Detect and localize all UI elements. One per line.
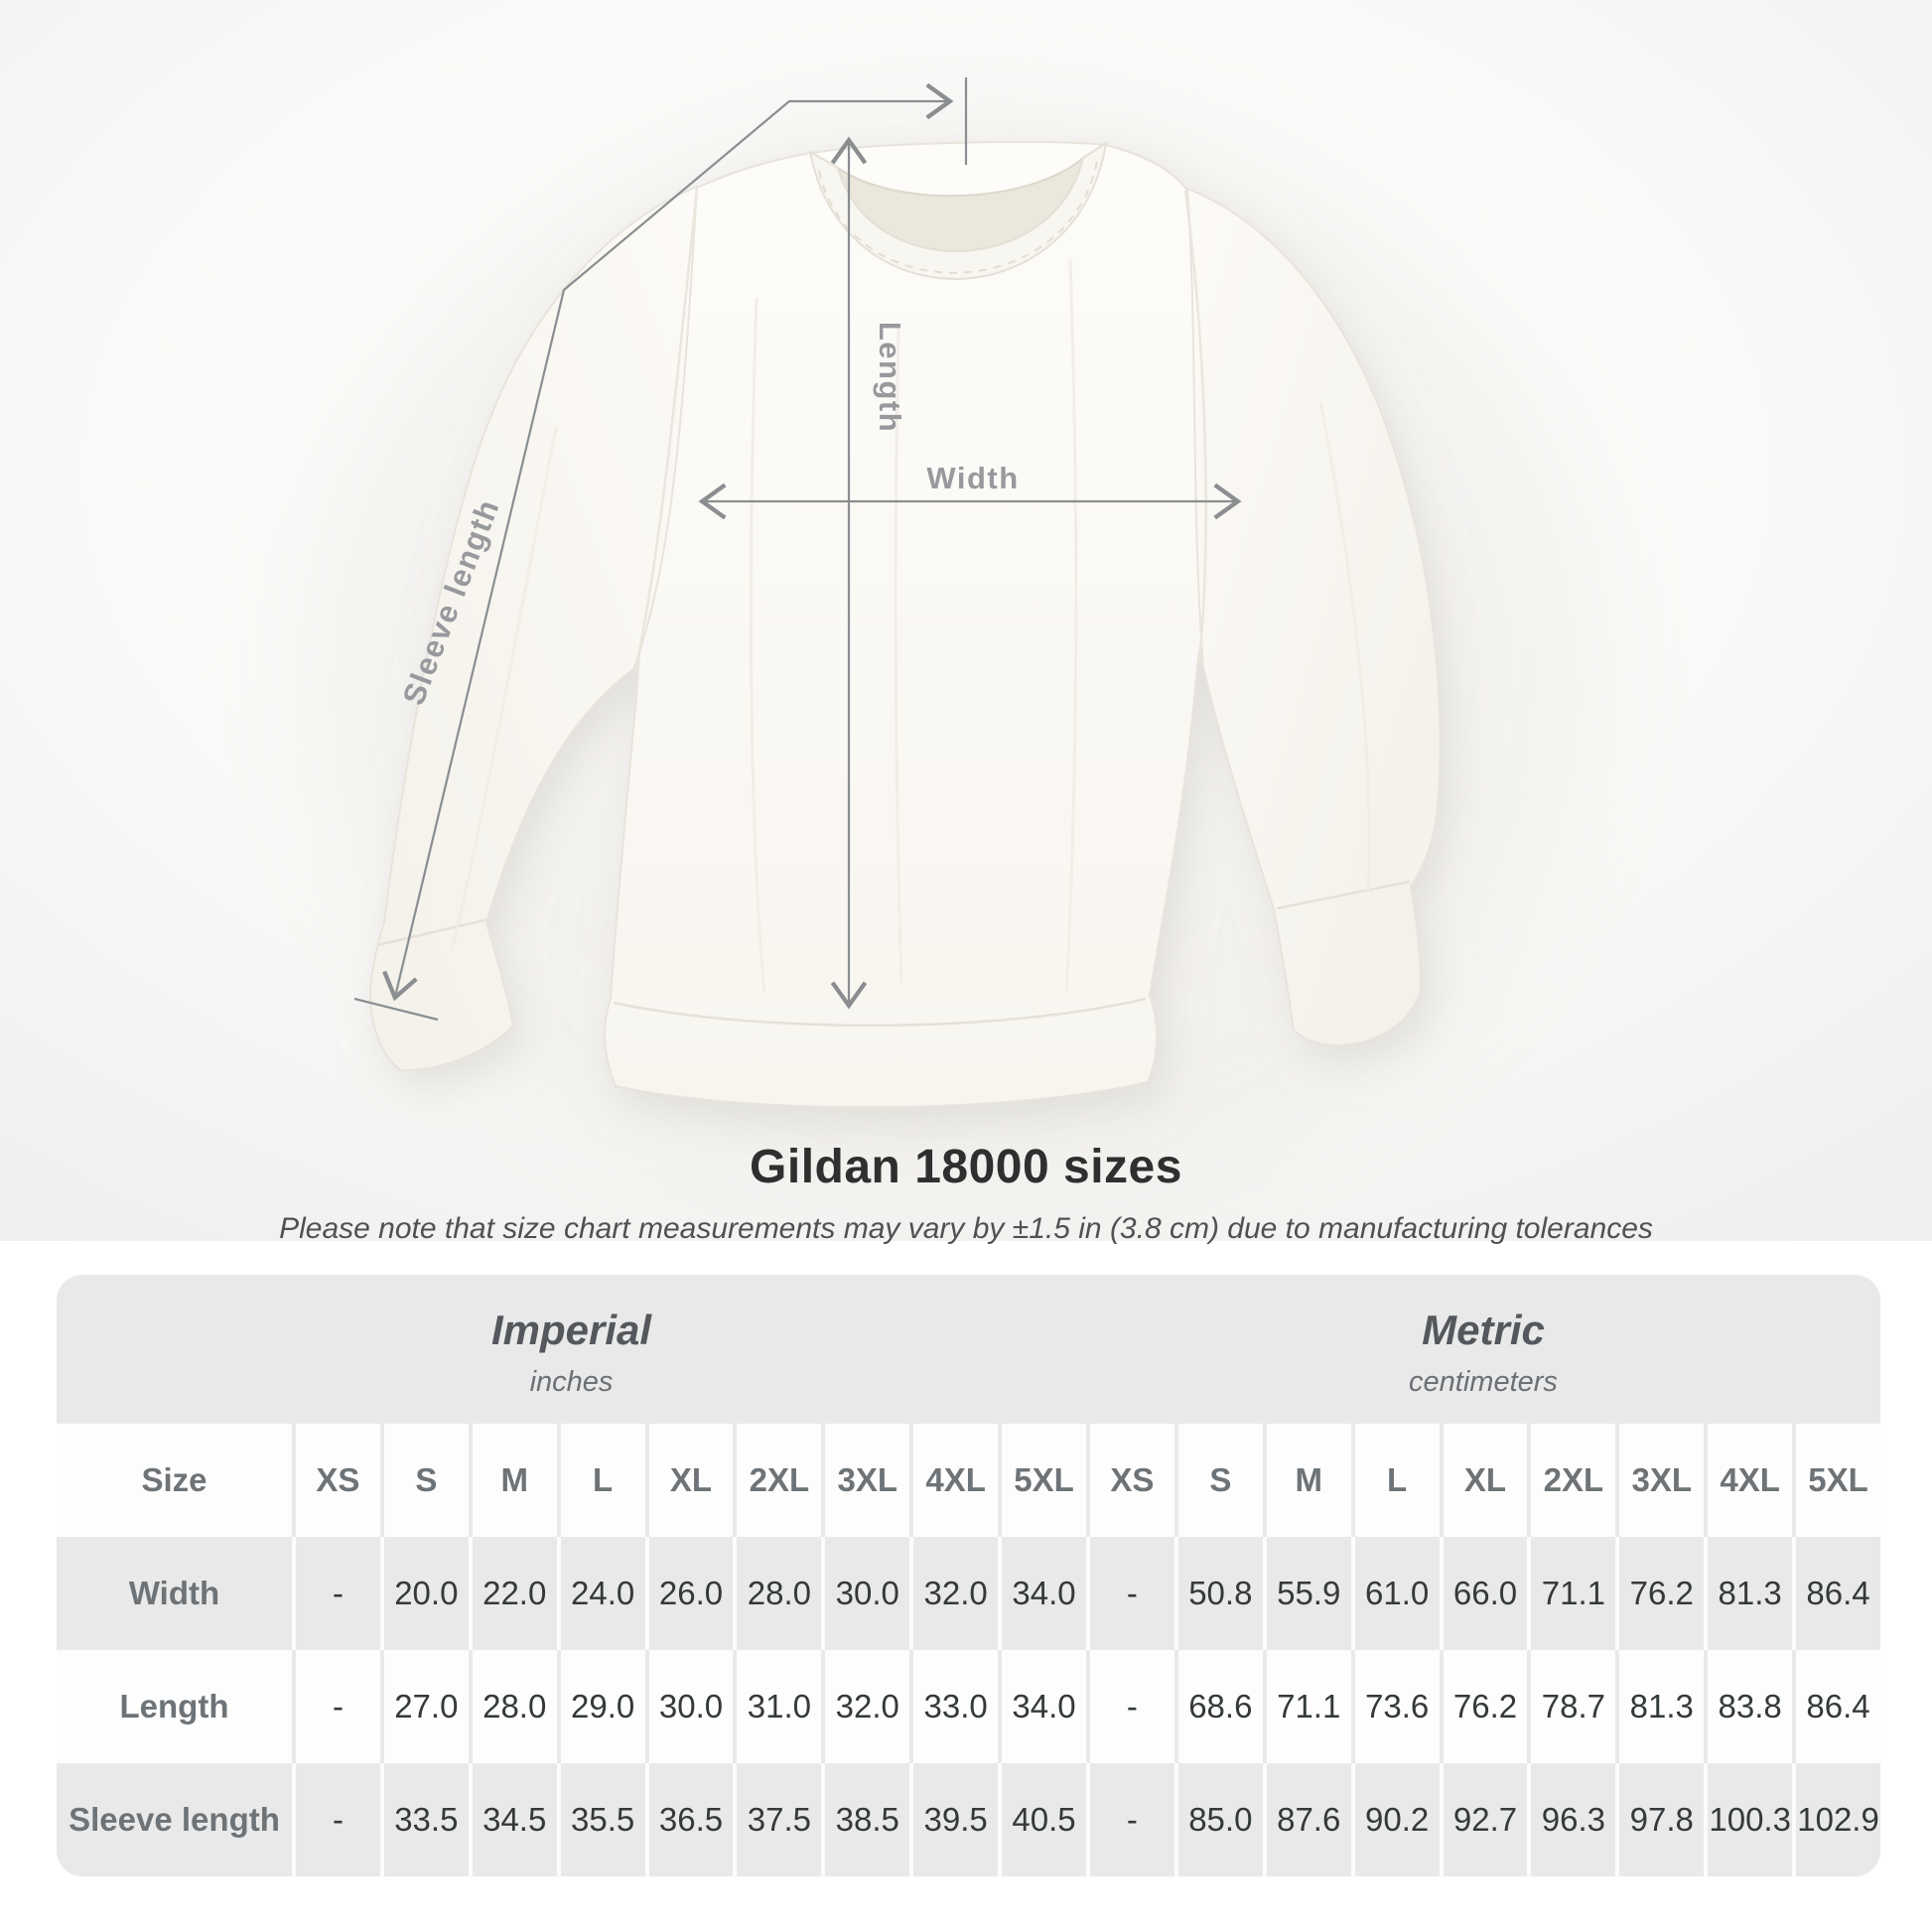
value-cell: - xyxy=(292,1537,380,1650)
row-label: Length xyxy=(119,1688,229,1725)
col-header: S xyxy=(380,1424,469,1537)
value-cell: 27.0 xyxy=(380,1650,469,1763)
value-cell: 50.8 xyxy=(1174,1537,1263,1650)
col-header: 5XL xyxy=(1792,1424,1880,1537)
metric-unit: centimeters xyxy=(1409,1365,1558,1398)
value-cell: 81.3 xyxy=(1615,1650,1704,1763)
value-cell: 22.0 xyxy=(469,1537,557,1650)
size-column-header: Size xyxy=(141,1461,207,1498)
metric-group-header xyxy=(1086,1275,1880,1424)
value-cell: 28.0 xyxy=(469,1650,557,1763)
size-table xyxy=(57,1275,1880,1876)
value-cell: - xyxy=(1086,1650,1174,1763)
value-cell: 32.0 xyxy=(909,1537,998,1650)
value-cell: 96.3 xyxy=(1527,1763,1615,1876)
row-label: Width xyxy=(128,1575,220,1611)
page-title: Gildan 18000 sizes xyxy=(750,1141,1182,1193)
value-cell: 40.5 xyxy=(998,1763,1086,1876)
value-cell: 34.0 xyxy=(998,1537,1086,1650)
col-header: 4XL xyxy=(909,1424,998,1537)
caption-block xyxy=(0,1140,1932,1246)
col-header: 4XL xyxy=(1704,1424,1792,1537)
value-cell: 92.7 xyxy=(1440,1763,1528,1876)
value-cell: 78.7 xyxy=(1527,1650,1615,1763)
value-cell: 20.0 xyxy=(380,1537,469,1650)
value-cell: 61.0 xyxy=(1351,1537,1440,1650)
value-cell: - xyxy=(292,1650,380,1763)
col-header: M xyxy=(1263,1424,1351,1537)
value-cell: 29.0 xyxy=(557,1650,645,1763)
value-cell: 24.0 xyxy=(557,1537,645,1650)
metric-title: Metric xyxy=(1422,1306,1545,1353)
table-header-row xyxy=(57,1424,1880,1537)
value-cell: - xyxy=(1086,1763,1174,1876)
value-cell: 32.0 xyxy=(821,1650,909,1763)
imperial-unit: inches xyxy=(529,1365,614,1398)
sweatshirt-body xyxy=(605,142,1211,1107)
row-label: Sleeve length xyxy=(69,1801,280,1838)
value-cell: 76.2 xyxy=(1440,1650,1528,1763)
value-cell: 30.0 xyxy=(821,1537,909,1650)
value-cell: 90.2 xyxy=(1351,1763,1440,1876)
unit-group-row xyxy=(57,1275,1880,1424)
col-header: 2XL xyxy=(1527,1424,1615,1537)
value-cell: 102.9 xyxy=(1792,1763,1880,1876)
col-header: L xyxy=(1351,1424,1440,1537)
value-cell: 86.4 xyxy=(1792,1650,1880,1763)
value-cell: 71.1 xyxy=(1527,1537,1615,1650)
value-cell: 33.0 xyxy=(909,1650,998,1763)
value-cell: - xyxy=(1086,1537,1174,1650)
value-cell: 81.3 xyxy=(1704,1537,1792,1650)
length-label: Length xyxy=(873,321,907,434)
sleeve-length-label: Sleeve length xyxy=(395,493,506,710)
value-cell: 31.0 xyxy=(733,1650,821,1763)
value-cell: 68.6 xyxy=(1174,1650,1263,1763)
value-cell: 86.4 xyxy=(1792,1537,1880,1650)
value-cell: 55.9 xyxy=(1263,1537,1351,1650)
table-row-sleeve-length xyxy=(57,1763,1880,1876)
table-row-length xyxy=(57,1650,1880,1763)
value-cell: 66.0 xyxy=(1440,1537,1528,1650)
value-cell: 100.3 xyxy=(1704,1763,1792,1876)
value-cell: 36.5 xyxy=(645,1763,734,1876)
value-cell: 35.5 xyxy=(557,1763,645,1876)
value-cell: 71.1 xyxy=(1263,1650,1351,1763)
col-header: 3XL xyxy=(1615,1424,1704,1537)
col-header: XL xyxy=(645,1424,734,1537)
col-header: XL xyxy=(1440,1424,1528,1537)
col-header: S xyxy=(1174,1424,1263,1537)
value-cell: 30.0 xyxy=(645,1650,734,1763)
col-header: 2XL xyxy=(733,1424,821,1537)
col-header: 3XL xyxy=(821,1424,909,1537)
col-header: XS xyxy=(292,1424,380,1537)
value-cell: 97.8 xyxy=(1615,1763,1704,1876)
value-cell: 83.8 xyxy=(1704,1650,1792,1763)
col-header: M xyxy=(469,1424,557,1537)
width-label: Width xyxy=(926,461,1020,495)
col-header: 5XL xyxy=(998,1424,1086,1537)
value-cell: 37.5 xyxy=(733,1763,821,1876)
imperial-group-header xyxy=(57,1275,1086,1424)
value-cell: 34.0 xyxy=(998,1650,1086,1763)
value-cell: 34.5 xyxy=(469,1763,557,1876)
col-header: L xyxy=(557,1424,645,1537)
table-row-width xyxy=(57,1537,1880,1650)
imperial-title: Imperial xyxy=(490,1306,652,1353)
value-cell: 28.0 xyxy=(733,1537,821,1650)
value-cell: 39.5 xyxy=(909,1763,998,1876)
col-header: XS xyxy=(1086,1424,1174,1537)
value-cell: 87.6 xyxy=(1263,1763,1351,1876)
value-cell: 33.5 xyxy=(380,1763,469,1876)
value-cell: 76.2 xyxy=(1615,1537,1704,1650)
value-cell: 85.0 xyxy=(1174,1763,1263,1876)
value-cell: - xyxy=(292,1763,380,1876)
value-cell: 26.0 xyxy=(645,1537,734,1650)
tolerance-note: Please note that size chart measurements may vary by ±1.5 in (3.8 cm) due to manufacturing tolerances xyxy=(279,1212,1653,1245)
value-cell: 73.6 xyxy=(1351,1650,1440,1763)
value-cell: 38.5 xyxy=(821,1763,909,1876)
